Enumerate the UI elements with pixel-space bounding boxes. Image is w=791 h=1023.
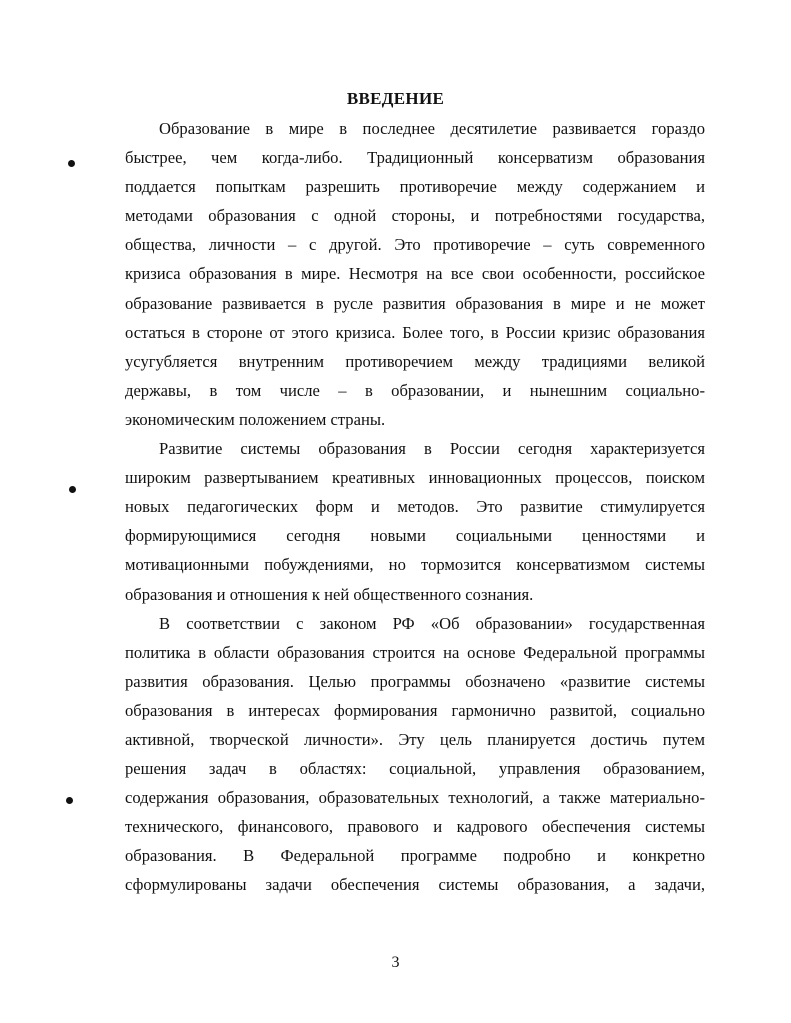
text-line: решения задач в областях: социальной, управления образованием, <box>125 759 705 779</box>
margin-mark-dot <box>66 797 73 804</box>
margin-mark-dot <box>68 160 75 167</box>
text-line: развития образования. Целью программы обозначено «развитие системы <box>125 671 705 691</box>
text-line: технического, финансового, правового и кадрового обеспечения системы <box>125 817 705 837</box>
text-line: методами образования с одной стороны, и потребностями государства, <box>125 206 705 226</box>
text-line: новых педагогических форм и методов. Это развитие стимулируется <box>125 497 705 517</box>
page-title: ВВЕДЕНИЕ <box>346 89 445 108</box>
text-line: активной, творческой личности». Эту цель планируется достичь путем <box>125 729 705 749</box>
text-line: В соответствии с законом РФ «Об образовании» государственная <box>159 613 705 633</box>
text-line: кризиса образования в мире. Несмотря на все свои особенности, российское <box>125 264 705 284</box>
text-line: сформулированы задачи обеспечения системы образования, а задачи, <box>125 875 705 895</box>
text-line: Образование в мире в последнее десятилетие развивается гораздо <box>159 119 705 138</box>
text-line: Развитие системы образования в России сегодня характеризуется <box>159 439 705 459</box>
text-line: остаться в стороне от этого кризиса. Более того, в России кризис образования <box>125 322 705 342</box>
text-line: быстрее, чем когда-либо. Традиционный консерватизм образования <box>125 148 705 168</box>
text-line: образования. В Федеральной программе подробно и конкретно <box>125 846 705 866</box>
text-line: поддается попыткам разрешить противоречие между содержанием и <box>125 177 705 197</box>
text-line: образование развивается в русле развития образования в мире и не может <box>125 293 705 313</box>
text-line: формирующимися сегодня новыми социальными ценностями и <box>125 526 705 546</box>
page-number: 3 <box>391 954 400 971</box>
text-line: образования и отношения к ней общественного сознания. <box>125 584 534 604</box>
text-line: содержания образования, образовательных технологий, а также материально- <box>125 788 705 808</box>
text-line: мотивационными побуждениями, но тормозится консерватизмом системы <box>125 555 705 575</box>
margin-mark-dot <box>69 486 76 493</box>
text-line: широким развертыванием креативных инновационных процессов, поиском <box>125 468 705 488</box>
text-line: экономическим положением страны. <box>125 409 386 429</box>
body-text <box>125 114 705 900</box>
text-line: образования в интересах формирования гармонично развитой, социально <box>125 700 705 720</box>
text-line: державы, в том числе – в образовании, и нынешним социально- <box>125 380 705 400</box>
text-line: усугубляется внутренним противоречием между традициями великой <box>125 351 705 371</box>
text-line: общества, личности – с другой. Это противоречие – суть современного <box>125 235 705 255</box>
text-line: политика в области образования строится на основе Федеральной программы <box>125 642 705 662</box>
